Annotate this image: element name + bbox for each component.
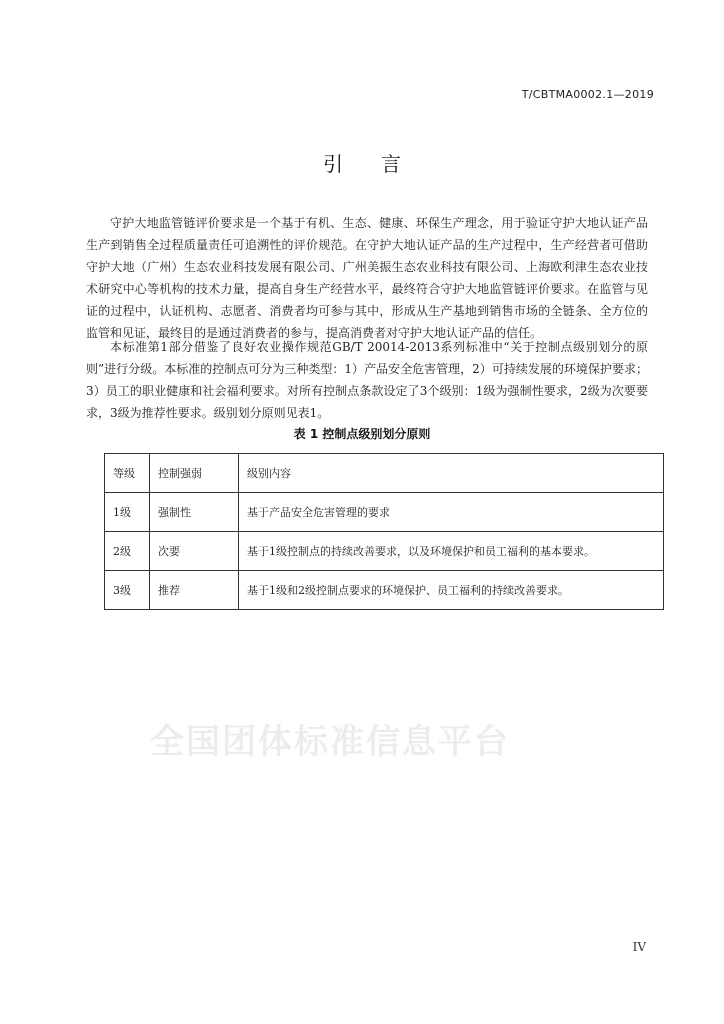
table-row xyxy=(105,571,664,610)
cell-level: 1级 xyxy=(105,493,150,532)
control-level-table xyxy=(104,453,664,610)
header-content: 级别内容 xyxy=(239,454,664,493)
intro-paragraph-2: 本标准第1部分借鉴了良好农业操作规范GB/T 20014-2013系列标准中“关于控制点级别划分的原则”进行分级。本标准的控制点可分为三种类型：1）产品安全危害管理，2）可持续发展的环境保护要求；3）员工的职业健康和社会福利要求。对所有控制点条款设定了3个级别：1级为强制性要求，2级为次要要求，3级为推荐性要求。级别划分原则见表1。 xyxy=(86,340,648,420)
cell-content: 基于1级和2级控制点要求的环境保护、员工福利的持续改善要求。 xyxy=(239,571,664,610)
watermark: 全国团体标准信息平台 xyxy=(150,722,510,762)
header-strength: 控制强弱 xyxy=(150,454,239,493)
table-caption: 表 1 控制点级别划分原则 xyxy=(293,427,431,441)
page-number: IV xyxy=(632,940,646,954)
cell-level: 3级 xyxy=(105,571,150,610)
cell-level: 2级 xyxy=(105,532,150,571)
cell-strength: 推荐 xyxy=(150,571,239,610)
cell-strength: 强制性 xyxy=(150,493,239,532)
cell-content: 基于1级控制点的持续改善要求，以及环境保护和员工福利的基本要求。 xyxy=(239,532,664,571)
table xyxy=(104,453,664,610)
page-title: 引言 xyxy=(323,152,439,176)
cell-content: 基于产品安全危害管理的要求 xyxy=(239,493,664,532)
cell-strength: 次要 xyxy=(150,532,239,571)
table-row xyxy=(105,493,664,532)
standard-code: T/CBTMA0002.1—2019 xyxy=(521,88,654,101)
intro-paragraph-1: 守护大地监管链评价要求是一个基于有机、生态、健康、环保生产理念，用于验证守护大地认证产品生产到销售全过程质量责任可追溯性的评价规范。在守护大地认证产品的生产过程中，生产经营者可借助守护大地（广州）生态农业科技发展有限公司、广州美振生态农业科技有限公司、上海欧利津生态农业技术研究中心等机构的技术力量，提高自身生产经营水平，最终符合守护大地监管链评价要求。在监管与见证的过程中，认证机构、志愿者、消费者均可参与其中，形成从生产基地到销售市场的全链条、全方位的监管和见证，最终目的是通过消费者的参与，提高消费者对守护大地认证产品的信任。 xyxy=(86,216,648,340)
table-row xyxy=(105,532,664,571)
header-level: 等级 xyxy=(105,454,150,493)
table-header-row xyxy=(105,454,664,493)
